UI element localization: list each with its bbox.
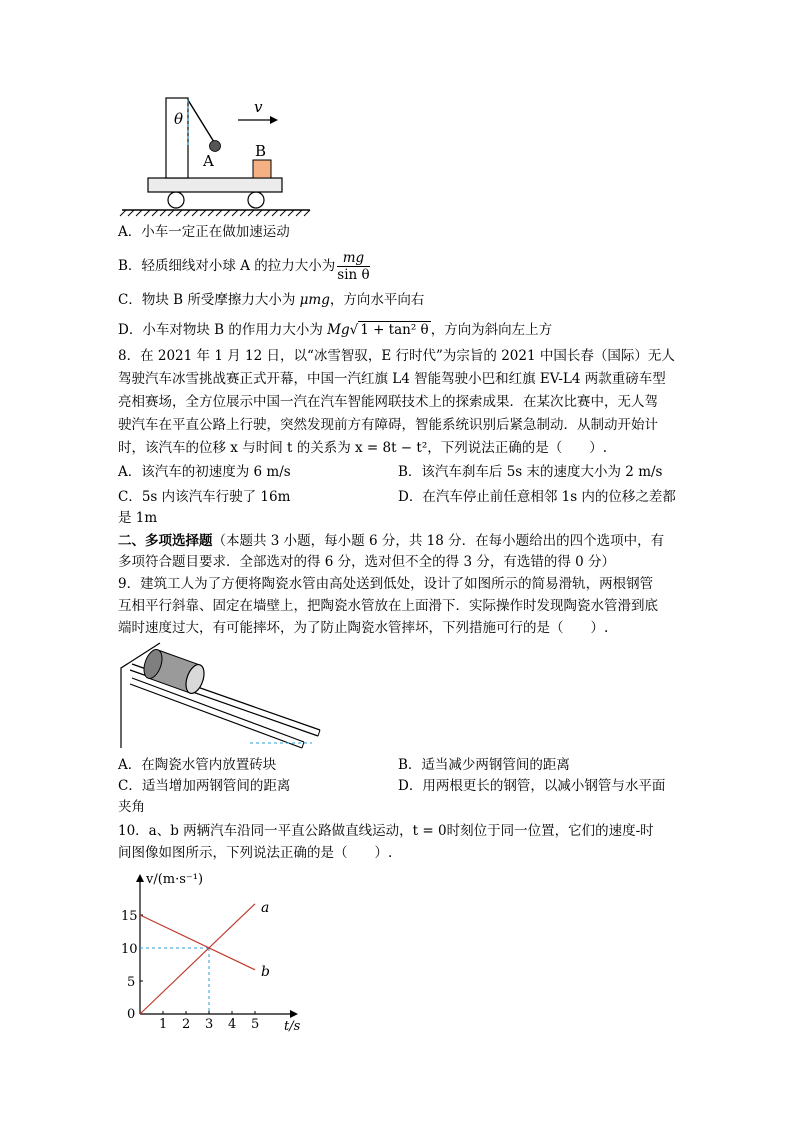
velocity-label: v <box>254 98 263 116</box>
q9-option-a: A．在陶瓷水管内放置砖块 <box>118 757 277 773</box>
section-2-desc-cont: 多项符合题目要求．全部选对的得 6 分，选对但不全的得 3 分，有选错的得 0 分） <box>118 554 616 570</box>
series-line-a <box>140 904 255 1014</box>
series-label-a: a <box>261 899 270 916</box>
q8-line-1: 8．在 2021 年 1 月 12 日，以“冰雪智驭，E 行时代”为宗旨的 2021 中国长春（国际）无人 <box>118 348 675 364</box>
x-tick-label: 3 <box>205 1017 214 1032</box>
q9-line-2: 互相平行斜靠、固定在墙壁上，把陶瓷水管放在上面滑下．实际操作时发现陶瓷水管滑到底 <box>118 598 658 614</box>
q7-fraction-num: mg <box>337 250 369 267</box>
q7-option-d-root: 1 + tan² θ <box>360 322 429 338</box>
q7-option-b-text: B．轻质细线对小球 A 的拉力大小为 <box>118 258 336 274</box>
series-label-b: b <box>261 963 270 980</box>
ball-a <box>210 141 221 152</box>
x-tick-label: 1 <box>159 1017 168 1032</box>
y-axis-arrow <box>136 874 144 882</box>
q8-option-a: A．该汽车的初速度为 6 m/s <box>118 464 291 480</box>
q7-option-c-text: C．物块 B 所受摩擦力大小为 <box>118 292 300 308</box>
q7-option-d-post: ，方向为斜向左上方 <box>430 322 553 338</box>
q9-option-d-cont: 夹角 <box>118 799 145 815</box>
sqrt-sign: √ <box>349 322 359 338</box>
q7-option-c <box>118 290 424 310</box>
q10-line-1: 10．a、b 两辆汽车沿同一平直公路做直线运动，t = 0时刻位于同一位置，它们的速度-时 <box>118 823 654 839</box>
q9-option-c: C．适当增加两钢管间的距离 <box>118 778 291 794</box>
q9-line-3: 端时速度过大，有可能摔坏，为了防止陶瓷水管摔坏，下列措施可行的是（ ）. <box>118 620 609 636</box>
q8-option-b: B．该汽车刹车后 5s 末的速度大小为 2 m/s <box>398 464 663 480</box>
section-2-header <box>118 531 664 551</box>
y-tick-label: 5 <box>127 975 136 990</box>
q7-option-d <box>118 320 552 340</box>
q8-line-4: 驶汽车在平直公路上行驶，突然发现前方有障碍，智能系统识别后紧急制动．从制动开始计 <box>118 417 658 433</box>
q7-option-c-mu: μmg <box>299 292 330 308</box>
x-tick-label: 4 <box>228 1017 237 1032</box>
q8-line-5: 时，该汽车的位移 x 与时间 t 的关系为 x = 8t − t²，下列说法正确的是（ ）. <box>118 440 608 456</box>
q9-option-b: B．适当减少两钢管间的距离 <box>398 757 570 773</box>
theta-label: θ <box>174 110 184 128</box>
y-tick-label: 15 <box>121 909 138 924</box>
q8-option-c: C．5s 内该汽车行驶了 16m <box>118 489 291 505</box>
label-a: A <box>203 152 214 170</box>
q7-option-d-text: D．小车对物块 B 的作用力大小为 <box>118 322 328 338</box>
wheel-right <box>248 192 264 208</box>
q9-option-d: D．用两根更长的钢管，以减小钢管与水平面 <box>398 778 666 794</box>
q9-line-1: 9．建筑工人为了方便将陶瓷水管由高处送到低处，设计了如图所示的简易滑轨，两根钢管 <box>118 576 654 592</box>
q8-line-3: 亮相赛场，全方位展示中国一汽在汽车智能网联技术上的探索成果．在某次比赛中，无人驾 <box>118 394 658 410</box>
q8-option-d-cont: 是 1m <box>118 510 158 526</box>
ceramic-pipe <box>141 647 208 696</box>
q7-option-c-post: ，方向水平向右 <box>329 292 425 308</box>
block-b <box>253 160 271 178</box>
q7-option-d-mg: Mg <box>327 322 350 338</box>
q7-fraction-den: sin θ <box>337 267 370 283</box>
x-axis-label: t/s <box>284 1019 301 1033</box>
pipe-rail-figure <box>118 638 334 750</box>
q7-option-a: A．小车一定正在做加速运动 <box>118 224 290 240</box>
cart-figure <box>118 92 318 217</box>
cart-body <box>148 178 282 192</box>
x-tick-label: 2 <box>182 1017 191 1032</box>
origin-label: 0 <box>127 1007 136 1022</box>
q8-line-2: 驾驶汽车冰雪挑战赛正式开幕，中国一汽红旗 L4 智能驾驶小巴和红旗 EV-L4 两款重磅车型 <box>118 371 666 387</box>
y-tick-label: 10 <box>121 942 138 957</box>
label-b: B <box>255 142 267 160</box>
velocity-time-chart <box>118 868 318 1033</box>
q7-option-b <box>118 250 372 283</box>
series-line-b <box>140 915 255 970</box>
x-tick-label: 5 <box>251 1017 260 1032</box>
q10-line-2: 间图像如图所示，下列说法正确的是（ ）. <box>118 845 393 861</box>
y-axis-label: v/(m·s⁻¹) <box>146 872 204 887</box>
x-axis-arrow <box>290 1010 298 1018</box>
section-2-desc: （本题共 3 小题，每小题 6 分，共 18 分．在每小题给出的四个选项中，有 <box>212 533 665 549</box>
q7-fraction <box>337 250 369 283</box>
section-2-title: 二、多项选择题 <box>118 533 213 549</box>
q8-option-d: D．在汽车停止前任意相邻 1s 内的位移之差都 <box>398 489 676 505</box>
wheel-left <box>168 192 184 208</box>
